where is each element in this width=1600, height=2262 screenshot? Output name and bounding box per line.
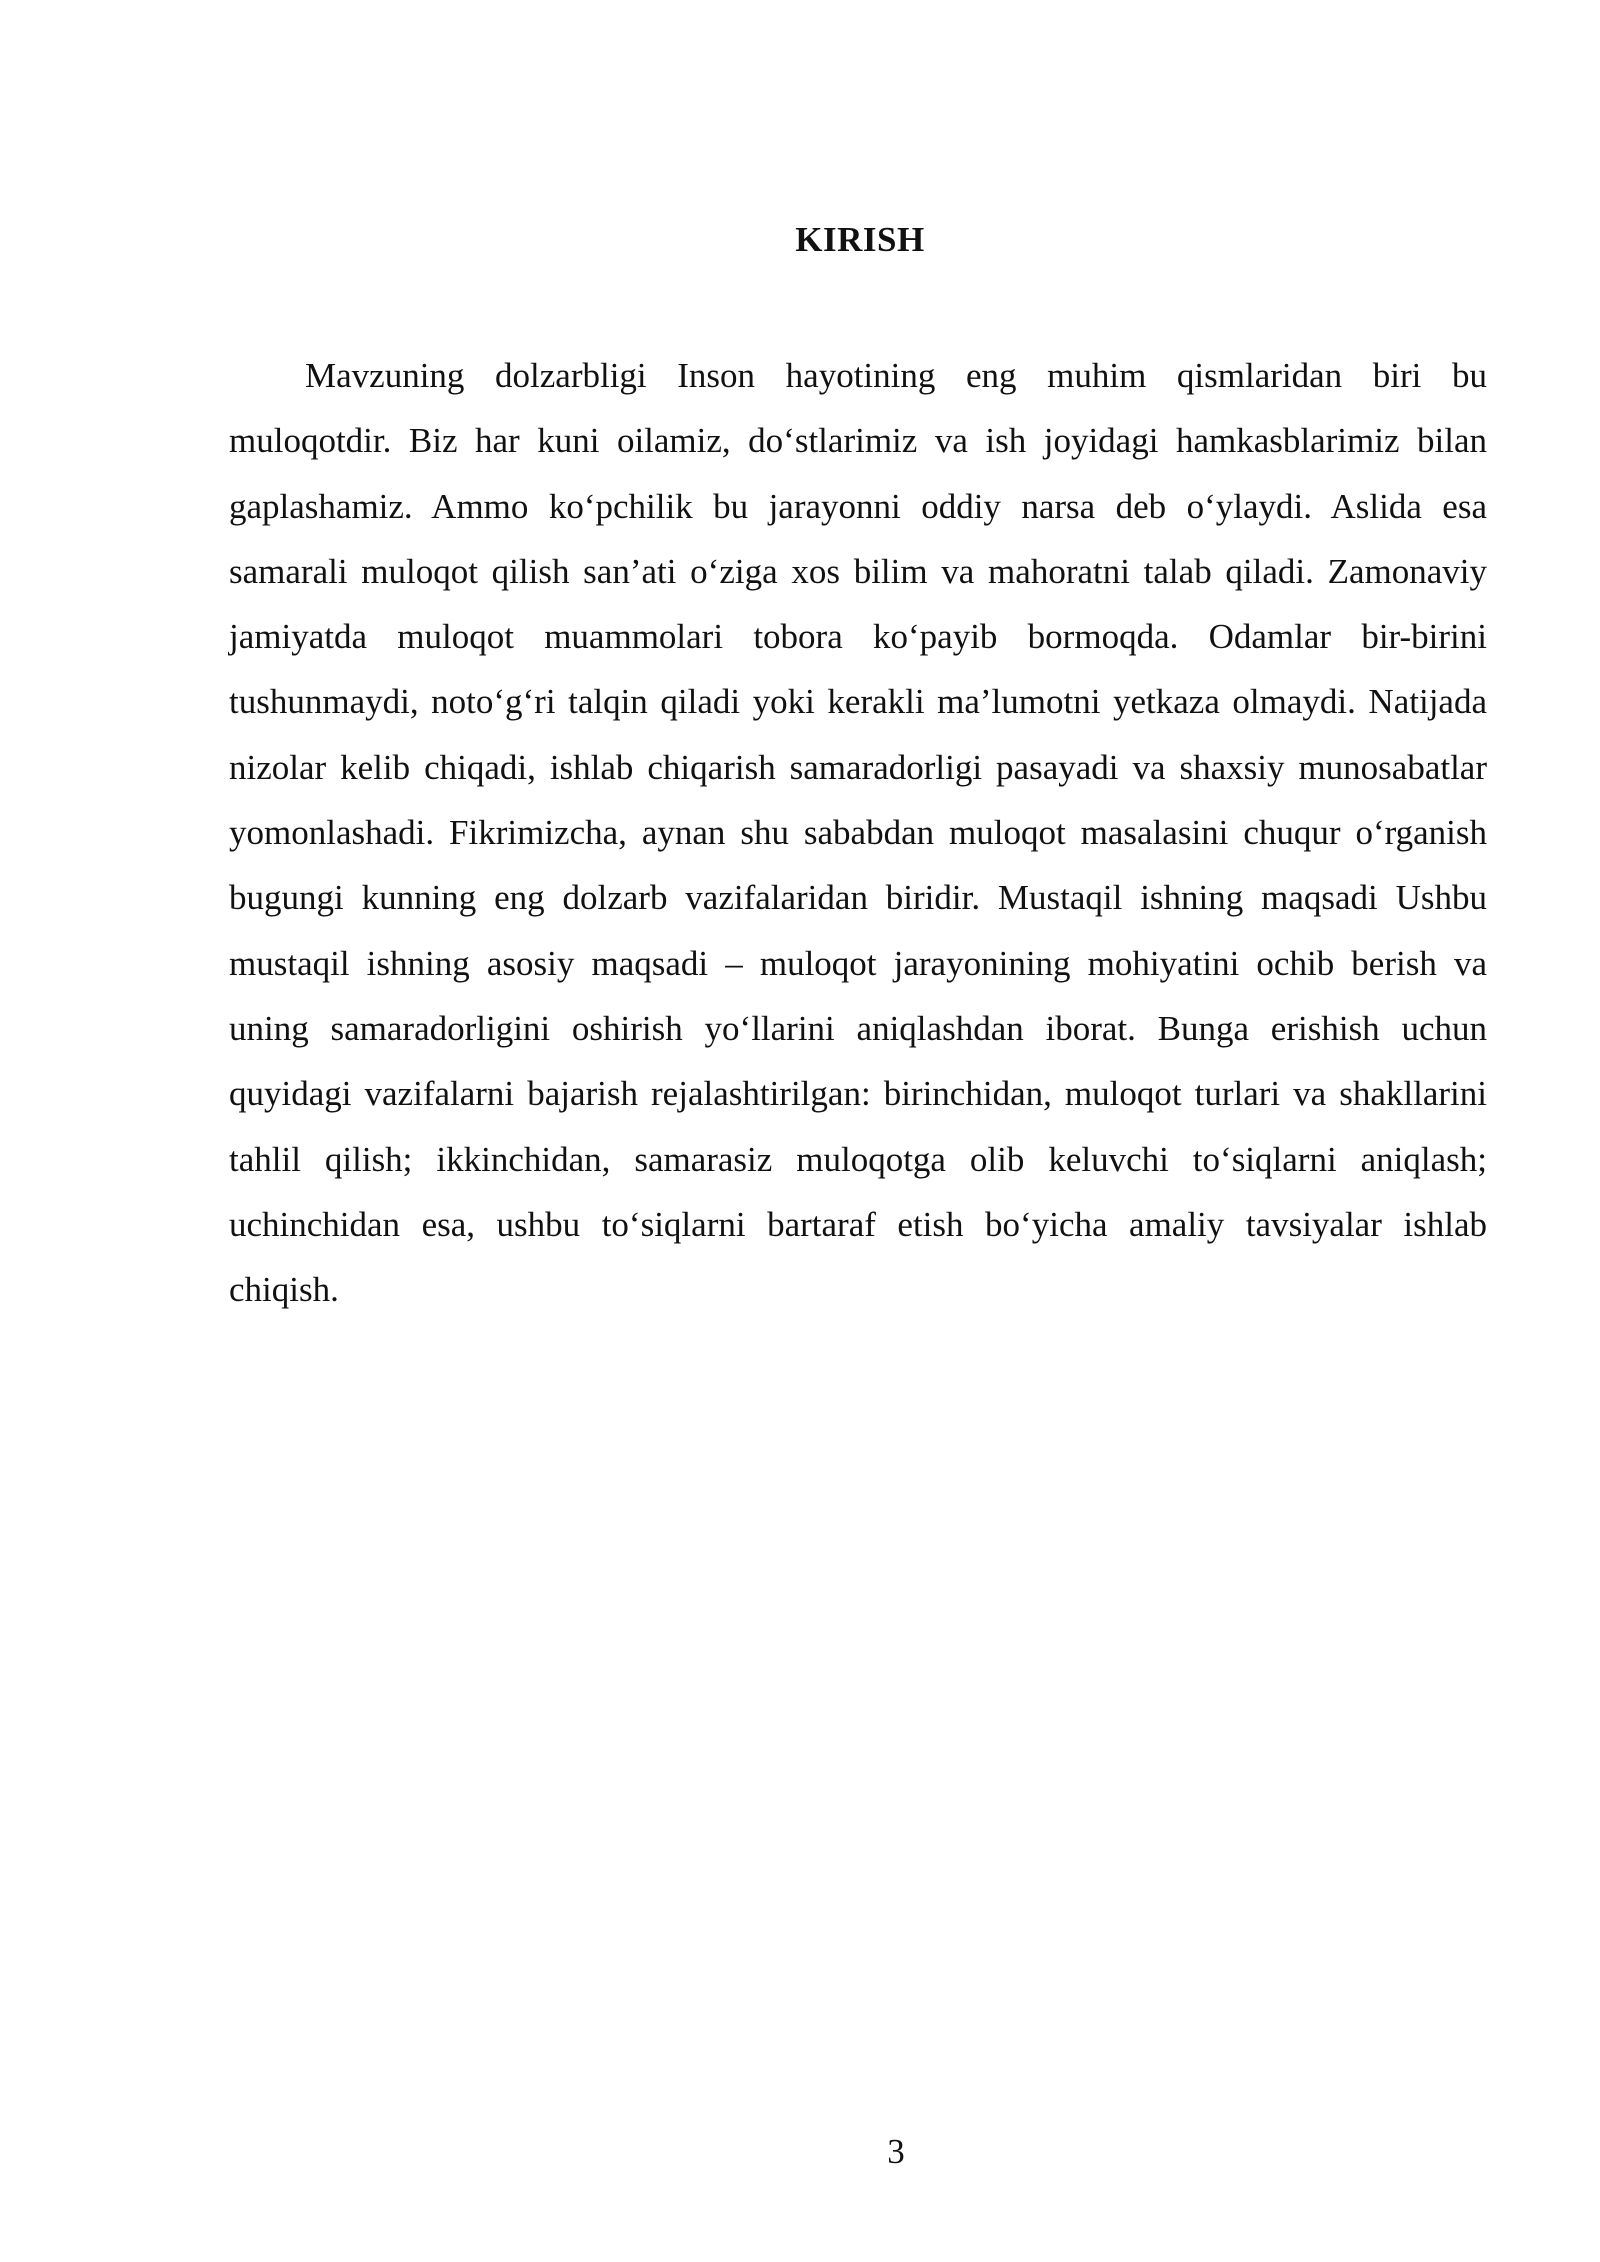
page-title: KIRISH xyxy=(795,220,925,259)
page-number: 3 xyxy=(887,2132,905,2171)
body-paragraph: Mavzuning dolzarbligi Inson hayotining eng muhim qismlaridan biri bu muloqotdir. Biz har kuni oilamiz, do‘stlarimiz va ish joyidagi hamkasblarimiz bilan gaplashamiz. Ammo ko‘pchilik bu jarayonni oddiy narsa deb o‘ylaydi. Aslida esa samarali muloqot qilish san’ati o‘ziga xos bilim va mahoratni talab qiladi. Zamonaviy jamiyatda muloqot muammolari tobora ko‘payib bormoqda. Odamlar bir-birini tushunmaydi, noto‘g‘ri talqin qiladi yoki kerakli ma’lumotni yetkaza olmaydi. Natijada nizolar kelib chiqadi, ishlab chiqarish samaradorligi pasayadi va shaxsiy munosabatlar yomonlashadi. Fikrimizcha, aynan shu sababdan muloqot masalasini chuqur o‘rganish bugungi kunning eng dolzarb vazifalaridan biridir. Mustaqil ishning maqsadi Ushbu mustaqil ishning asosiy maqsadi – muloqot jarayonining mohiyatini ochib berish va uning samaradorligini oshirish yo‘llarini aniqlashdan iborat. Bunga erishish uchun quyidagi vazifalarni bajarish rejalashtirilgan: birinchidan, muloqot turlari va shakllarini tahlil qilish; ikkinchidan, samarasiz muloqotga olib keluvchi to‘siqlarni aniqlash; uchinchidan esa, ushbu to‘siqlarni bartaraf etish bo‘yicha amaliy tavsiyalar ishlab chiqish. xyxy=(229,356,1487,1310)
